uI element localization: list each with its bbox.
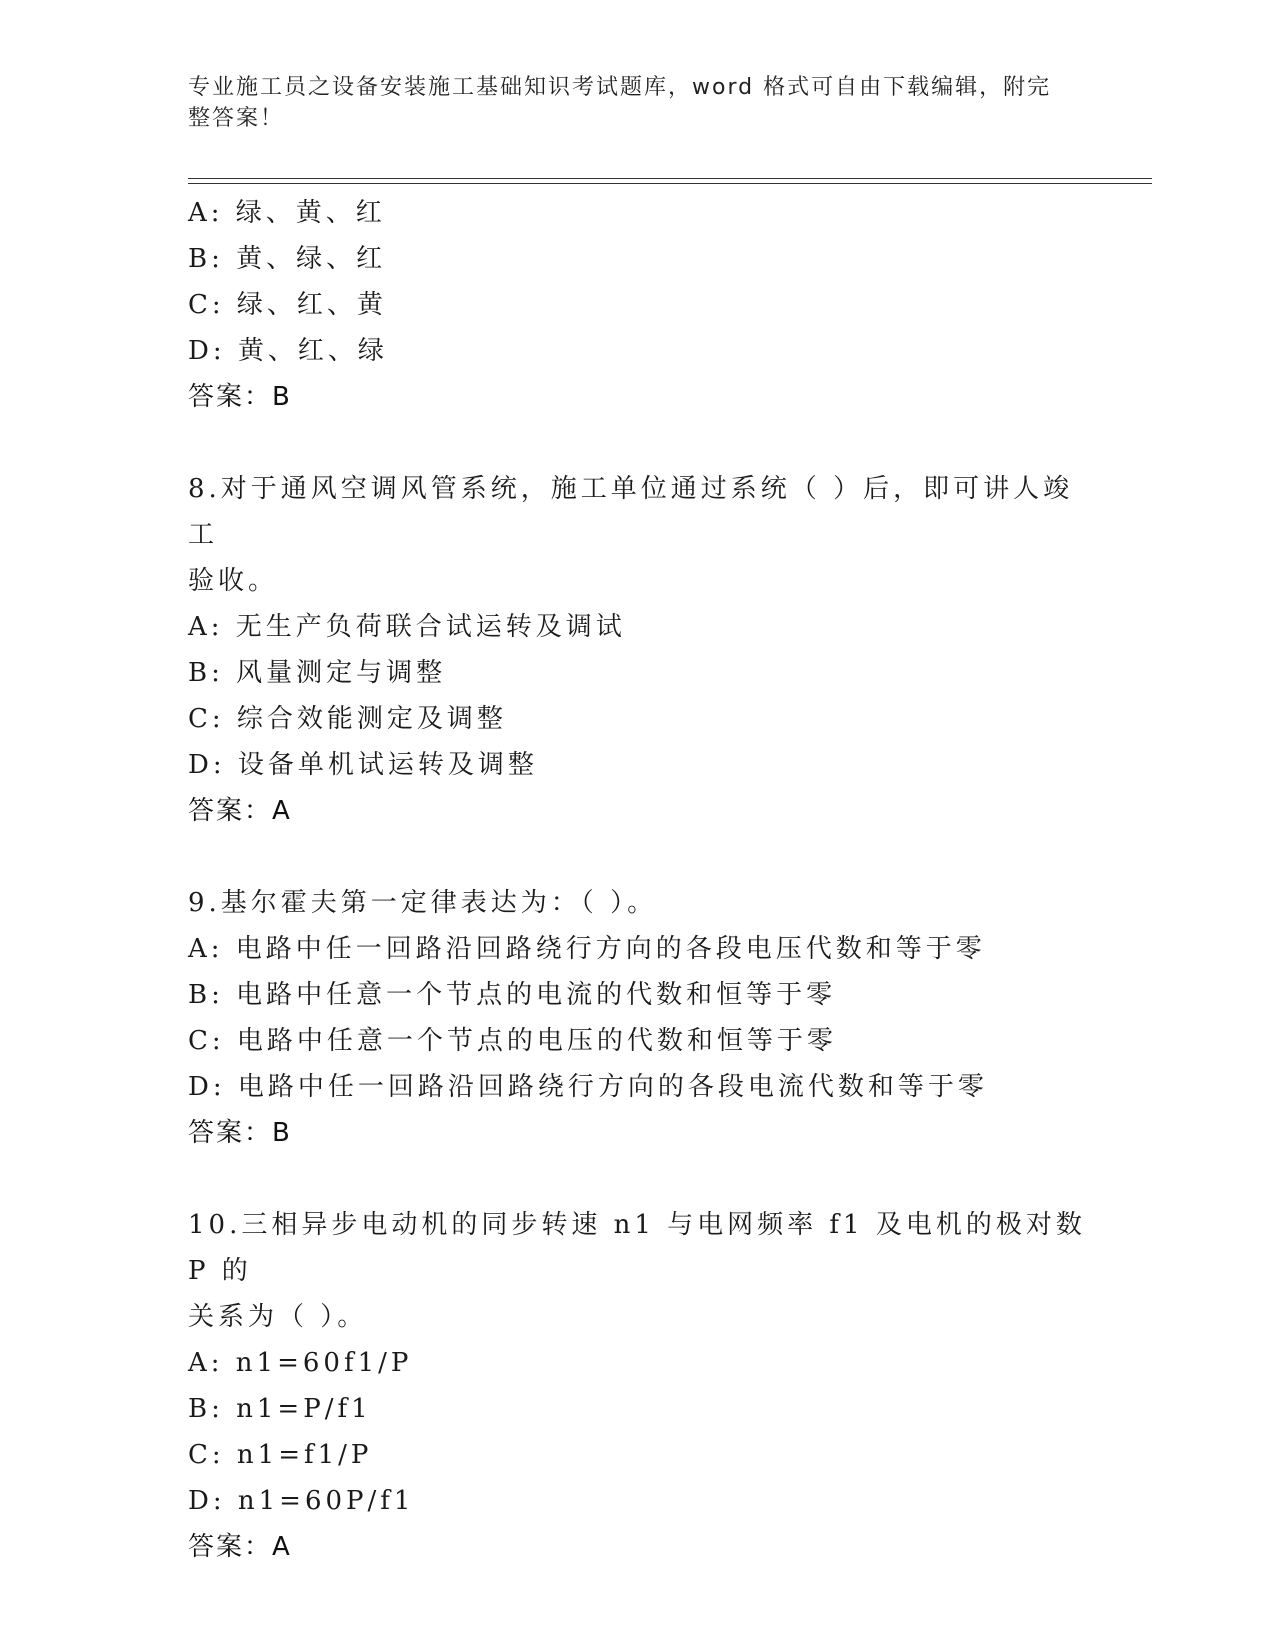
option-b: B: n1=P/f1: [188, 1394, 372, 1424]
question-text-line-2: 关系为（ ）。: [188, 1302, 368, 1332]
question-text-line-1: 9.基尔霍夫第一定律表达为：（ ）。: [188, 888, 658, 918]
question-9: [188, 880, 1088, 1156]
option-a: A: 绿、黄、红: [188, 198, 386, 228]
question-10: [188, 1202, 1088, 1570]
header-divider-top: [188, 178, 1152, 179]
question-text-line-1: 10.三相异步电动机的同步转速 n1 与电网频率 f1 及电机的极对数 P 的: [188, 1210, 1086, 1286]
spacer: [188, 420, 1088, 466]
option-a: A: 无生产负荷联合试运转及调试: [188, 612, 626, 642]
option-b: B: 风量测定与调整: [188, 658, 447, 688]
option-c: C: n1=f1/P: [188, 1440, 373, 1470]
option-b: B: 黄、绿、红: [188, 244, 387, 274]
option-d: D: 设备单机试运转及调整: [188, 750, 538, 780]
option-d: D: 黄、红、绿: [188, 336, 388, 366]
option-a: A: n1=60f1/P: [188, 1348, 413, 1378]
option-c: C: 电路中任意一个节点的电压的代数和恒等于零: [188, 1026, 837, 1056]
option-c: C: 绿、红、黄: [188, 290, 387, 320]
header-divider-bottom: [188, 183, 1152, 184]
option-d: D: 电路中任一回路沿回路绕行方向的各段电流代数和等于零: [188, 1072, 988, 1102]
option-b: B: 电路中任意一个节点的电流的代数和恒等于零: [188, 980, 837, 1010]
option-a: A: 电路中任一回路沿回路绕行方向的各段电压代数和等于零: [188, 934, 986, 964]
spacer: [188, 834, 1088, 880]
answer: 答案：B: [188, 1118, 292, 1148]
page-header: [188, 72, 1068, 134]
question-8: [188, 466, 1088, 834]
header-line-2: 整答案！: [188, 106, 285, 131]
spacer: [188, 1156, 1088, 1202]
question-7: [188, 190, 1088, 420]
option-d: D: n1=60P/f1: [188, 1486, 415, 1516]
answer: 答案：A: [188, 796, 292, 826]
question-text-line-1: 8.对于通风空调风管系统，施工单位通过系统（ ）后，即可讲人竣工: [188, 474, 1074, 550]
question-list: [188, 190, 1088, 1570]
option-c: C: 综合效能测定及调整: [188, 704, 507, 734]
question-text-line-2: 验收。: [188, 566, 279, 596]
answer: 答案：B: [188, 382, 292, 412]
answer: 答案：A: [188, 1532, 292, 1562]
header-line-1: 专业施工员之设备安装施工基础知识考试题库，word 格式可自由下载编辑，附完: [188, 75, 1052, 100]
